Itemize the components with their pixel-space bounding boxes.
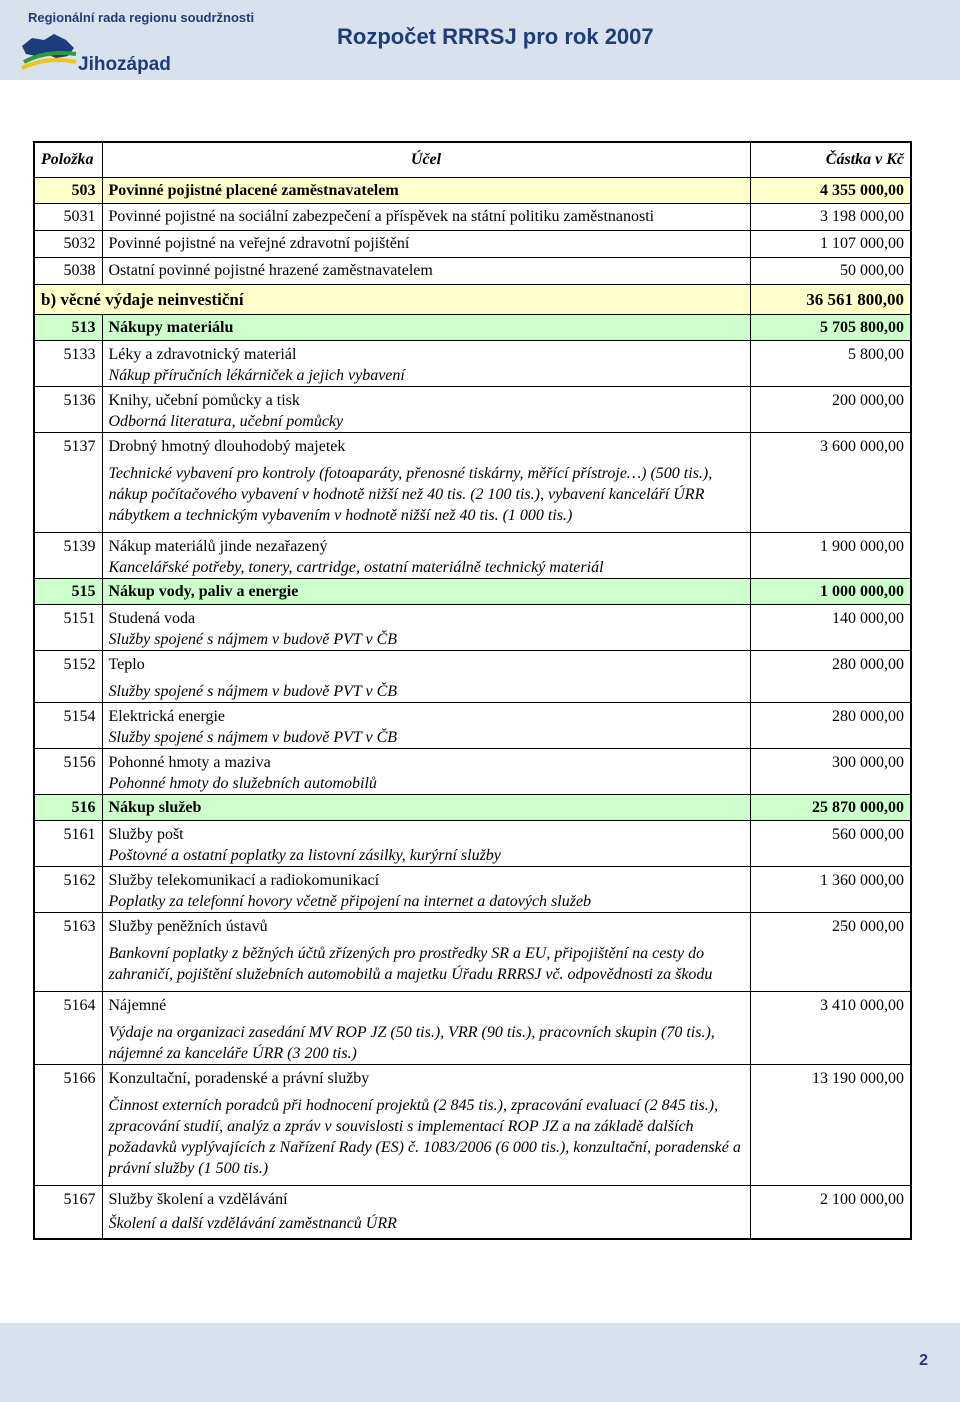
row-label: Pohonné hmoty a maziva: [108, 754, 271, 771]
table-row: [34, 992, 911, 1065]
row-code: 503: [34, 178, 102, 204]
row-label: Léky a zdravotnický materiál: [108, 346, 297, 363]
region-map-icon: [18, 28, 78, 74]
row-code: 516: [34, 795, 102, 821]
row-amount: 50 000,00: [750, 258, 911, 285]
row-note: Služby spojené s nájmem v budově PVT v ČB: [108, 683, 398, 700]
row-code: 5031: [34, 204, 102, 231]
row-amount: 3 198 000,00: [750, 204, 911, 231]
row-code: 5151: [63, 610, 96, 627]
row-note: Technické vybavení pro kontroly (fotoaparáty, přenosné tiskárny, měřící přístroje…) (500 tis.), nákup počítačového vybavení v hodnotě nižší než 40 tis. (2 100 tis.), vybavení kanceláří ÚRR nábytkem a technickým vybavením v hodnotě nižší než 40 tis. (1 000 tis.): [108, 465, 713, 524]
row-amount: 5 705 800,00: [750, 315, 911, 341]
table-row: [34, 341, 911, 387]
row-note: Nákup příručních lékárniček a jejich vybavení: [108, 367, 405, 384]
org-name: Regionální rada regionu soudržnosti: [28, 10, 255, 25]
row-label: Studená voda: [108, 610, 196, 627]
row-amount: 200 000,00: [832, 392, 904, 409]
column-header-purpose: Účel: [102, 142, 750, 178]
row-label: Elektrická energie: [108, 708, 226, 725]
table-row: [34, 867, 911, 913]
row-label: Povinné pojistné placené zaměstnavatelem: [102, 178, 750, 204]
row-note: Poplatky za telefonní hovory včetně připojení na internet a datových služeb: [108, 893, 592, 910]
row-amount: 300 000,00: [832, 754, 904, 771]
table-header-row: [34, 142, 911, 178]
row-code: 5152: [63, 656, 96, 673]
page-footer: [0, 1323, 960, 1402]
row-code: 5038: [34, 258, 102, 285]
row-label: Nákup služeb: [102, 795, 750, 821]
table-row: [34, 579, 911, 605]
row-amount: 280 000,00: [832, 656, 904, 673]
row-label: Ostatní povinné pojistné hrazené zaměstnavatelem: [102, 258, 750, 285]
row-note: Poštovné a ostatní poplatky za listovní zásilky, kurýrní služby: [108, 847, 501, 864]
row-label: Konzultační, poradenské a právní služby: [108, 1070, 370, 1087]
row-note: Kancelářské potřeby, tonery, cartridge, ostatní materiálně technický materiál: [108, 559, 604, 576]
row-note: Služby spojené s nájmem v budově PVT v ČB: [108, 729, 398, 746]
row-code: 5154: [63, 708, 96, 725]
row-note: Odborná literatura, učební pomůcky: [108, 413, 344, 430]
row-label: Služby školení a vzdělávání: [108, 1191, 288, 1208]
row-amount: 250 000,00: [832, 918, 904, 935]
table-row: [34, 749, 911, 795]
row-amount: 1 000 000,00: [750, 579, 911, 605]
row-amount: 5 800,00: [848, 346, 904, 363]
table-row: [34, 651, 911, 703]
row-amount: 3 600 000,00: [820, 438, 904, 455]
budget-table: [33, 141, 910, 1240]
row-label: Nákup materiálů jinde nezařazený: [108, 538, 328, 555]
row-note: Služby spojené s nájmem v budově PVT v ČB: [108, 631, 398, 648]
table-row: [34, 533, 911, 579]
row-code: 5161: [63, 826, 96, 843]
table-row: [34, 795, 911, 821]
table-row: [34, 1065, 911, 1186]
row-label: Knihy, učební pomůcky a tisk: [108, 392, 300, 409]
row-label: Služby pošt: [108, 826, 184, 843]
table-row: [34, 178, 911, 204]
row-code: 5133: [63, 346, 96, 363]
row-amount: 3 410 000,00: [820, 997, 904, 1014]
row-amount: 13 190 000,00: [812, 1070, 904, 1087]
row-code: 5162: [63, 872, 96, 889]
row-amount: 560 000,00: [832, 826, 904, 843]
table-row: [34, 1186, 911, 1240]
row-amount: 280 000,00: [832, 708, 904, 725]
row-amount: 36 561 800,00: [750, 285, 911, 315]
row-code: 5164: [63, 997, 96, 1014]
table-row: [34, 433, 911, 533]
row-amount: 2 100 000,00: [820, 1191, 904, 1208]
row-note: Výdaje na organizaci zasedání MV ROP JZ (50 tis.), VRR (90 tis.), pracovních skupin (70 tis.), nájemné za kanceláře ÚRR (3 200 tis.): [108, 1024, 715, 1062]
table-row: [34, 231, 911, 258]
page-header: [0, 0, 960, 80]
row-note: Školení a další vzdělávání zaměstnanců ÚRR: [108, 1215, 397, 1232]
table-row: [34, 315, 911, 341]
row-code: 515: [34, 579, 102, 605]
table-row: [34, 821, 911, 867]
row-amount: 4 355 000,00: [750, 178, 911, 204]
row-amount: 1 900 000,00: [820, 538, 904, 555]
row-label: Povinné pojistné na sociální zabezpečení a příspěvek na státní politiku zaměstnanosti: [102, 204, 750, 231]
row-label: Drobný hmotný dlouhodobý majetek: [108, 438, 346, 455]
table-row: [34, 258, 911, 285]
row-code: 5137: [63, 438, 96, 455]
table-row: [34, 703, 911, 749]
row-amount: 1 107 000,00: [750, 231, 911, 258]
row-code: 5032: [34, 231, 102, 258]
logo: [18, 6, 318, 78]
row-label: Povinné pojistné na veřejné zdravotní pojištění: [102, 231, 750, 258]
row-label: Služby peněžních ústavů: [108, 918, 268, 935]
row-code: 5163: [63, 918, 96, 935]
row-code: 5136: [63, 392, 96, 409]
row-note: Činnost externích poradců při hodnocení projektů (2 845 tis.), zpracování evaluací (2 845 tis.), zpracování studií, analýz a zpráv v souvislosti s implementací ROP JZ a na základě dalších požadavků vyplývajících z Nařízení Rady (ES) č. 1083/2006 (6 000 tis.), konzultační, poradenské a právní služby (1 500 tis.): [108, 1097, 741, 1177]
column-header-item: Položka: [34, 142, 102, 178]
row-code: 513: [34, 315, 102, 341]
row-note: Pohonné hmoty do služebních automobilů: [108, 775, 377, 792]
page-number: 2: [919, 1352, 928, 1369]
row-label: Teplo: [108, 656, 145, 673]
row-label: Nákupy materiálu: [102, 315, 750, 341]
row-amount: 140 000,00: [832, 610, 904, 627]
row-label: Nákup vody, paliv a energie: [102, 579, 750, 605]
row-label: b) věcné výdaje neinvestiční: [34, 285, 750, 315]
document-title: Rozpočet RRRSJ pro rok 2007: [337, 24, 654, 49]
row-amount: 25 870 000,00: [750, 795, 911, 821]
row-note: Bankovní poplatky z běžných účtů zřízených pro prostředky SR a EU, připojištění na cesty do zahraničí, pojištění služebních automobilů a majetku Úřadu RRRSJ vč. odpovědnosti za škodu: [108, 945, 713, 983]
table-row: [34, 605, 911, 651]
table-row: [34, 913, 911, 992]
row-code: 5167: [63, 1191, 96, 1208]
table-row: [34, 285, 911, 315]
table-row: [34, 387, 911, 433]
row-code: 5156: [63, 754, 96, 771]
row-label: Služby telekomunikací a radiokomunikací: [108, 872, 380, 889]
column-header-amount: Částka v Kč: [750, 142, 911, 178]
row-code: 5166: [63, 1070, 96, 1087]
region-name: Jihozápad: [78, 54, 171, 75]
table-row: [34, 204, 911, 231]
row-label: Nájemné: [108, 997, 167, 1014]
row-amount: 1 360 000,00: [820, 872, 904, 889]
row-code: 5139: [63, 538, 96, 555]
